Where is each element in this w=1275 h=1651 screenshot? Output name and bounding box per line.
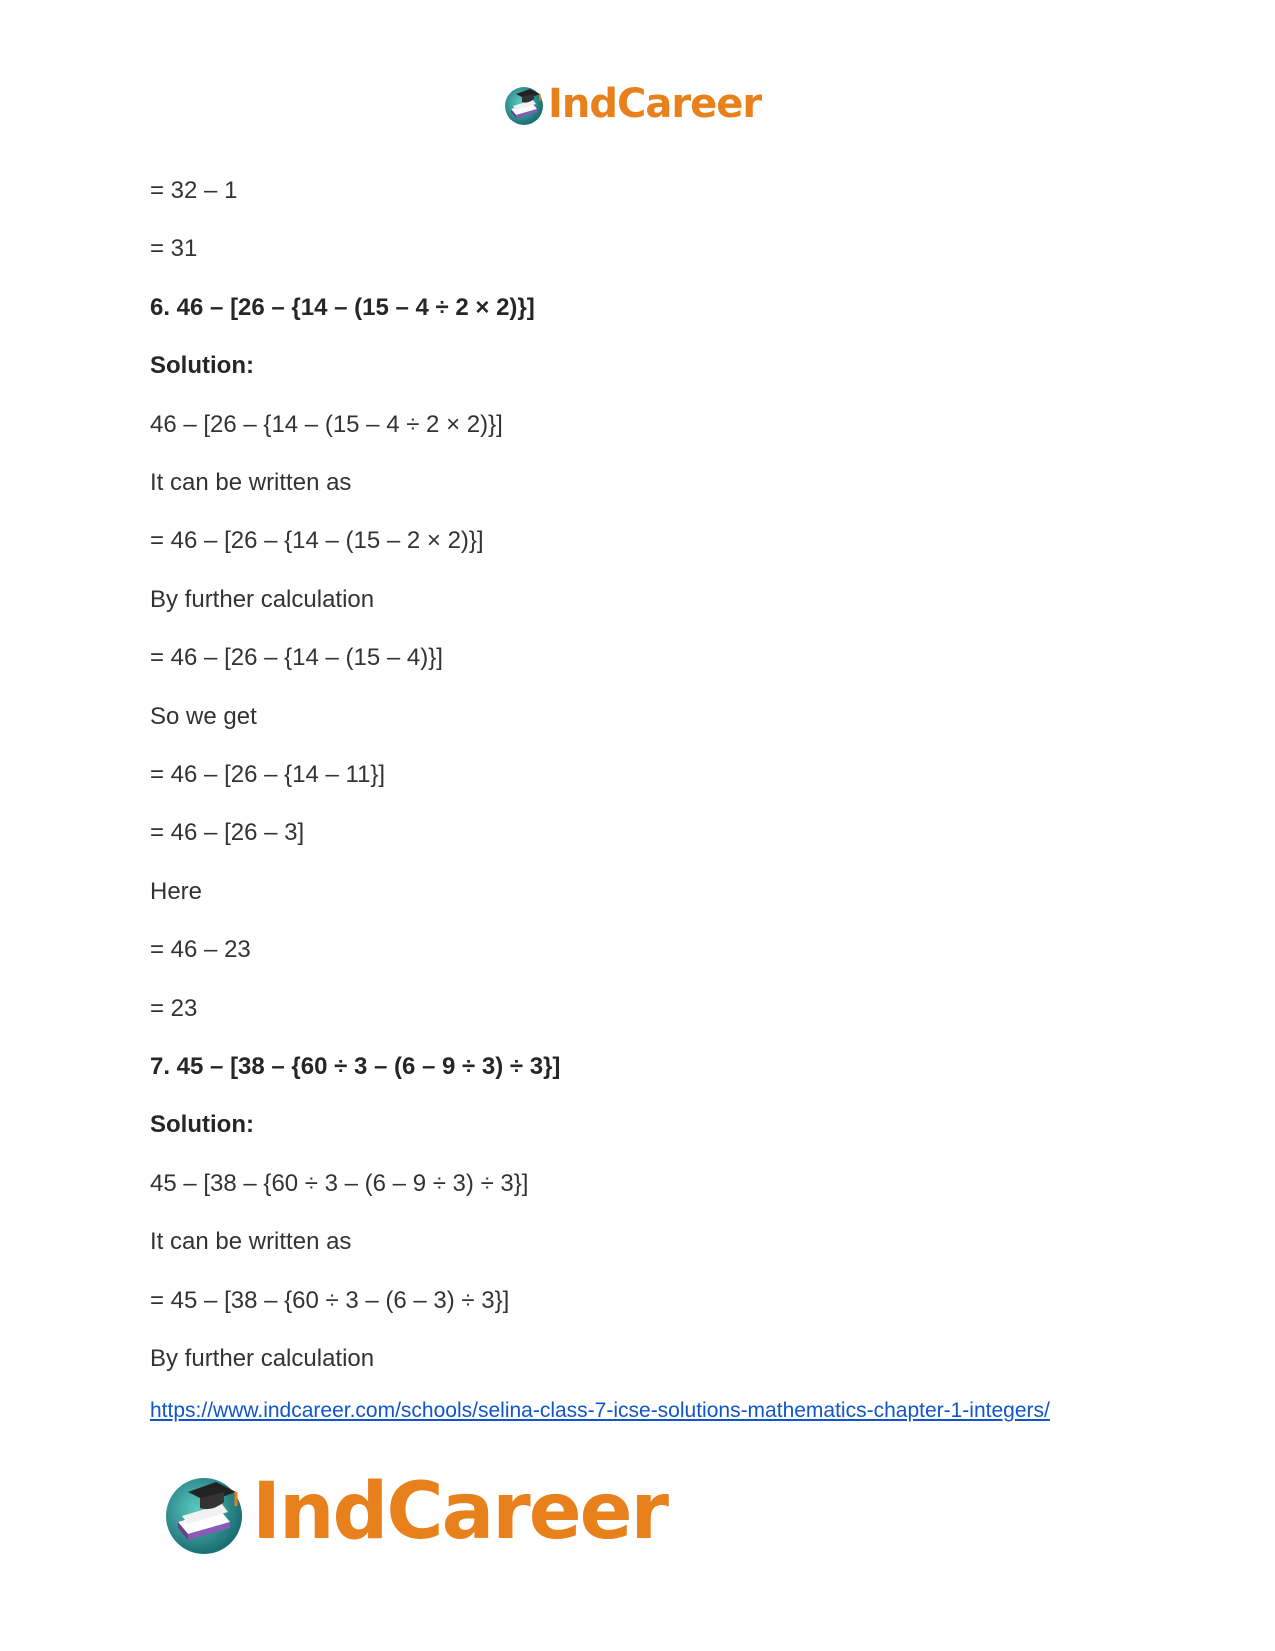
question-heading: Solution: [150, 1111, 254, 1138]
solution-line: = 46 – 23 [150, 936, 251, 963]
solution-line: It can be written as [150, 1228, 352, 1255]
solution-line: = 45 – [38 – {60 ÷ 3 – (6 – 3) ÷ 3}] [150, 1287, 510, 1314]
solution-line: By further calculation [150, 586, 375, 613]
solution-line: = 23 [150, 995, 198, 1022]
footer-logo-text: IndCareer [252, 1467, 667, 1557]
solution-line: = 46 – [26 – {14 – (15 – 4)}] [150, 644, 443, 671]
footer-logo [160, 1464, 720, 1560]
solution-line: = 46 – [26 – 3] [150, 819, 305, 846]
solution-line: So we get [150, 703, 257, 730]
solution-line: 46 – [26 – {14 – (15 – 4 ÷ 2 × 2)}] [150, 411, 503, 438]
solution-line: 45 – [38 – {60 ÷ 3 – (6 – 9 ÷ 3) ÷ 3}] [150, 1170, 529, 1197]
graduation-book-icon [502, 82, 546, 126]
question-heading: 6. 46 – [26 – {14 – (15 – 4 ÷ 2 × 2)}] [150, 294, 535, 321]
solution-line: = 46 – [26 – {14 – 11}] [150, 761, 386, 788]
question-heading: 7. 45 – [38 – {60 ÷ 3 – (6 – 9 ÷ 3) ÷ 3}] [150, 1053, 561, 1080]
solution-line: It can be written as [150, 469, 352, 496]
header-logo-text: IndCareer [548, 81, 762, 127]
source-url-link[interactable]: https://www.indcareer.com/schools/selina-class-7-icse-solutions-mathematics-chapter-1-integers/ [150, 1399, 1050, 1422]
solution-line: = 31 [150, 235, 198, 262]
question-heading: Solution: [150, 352, 254, 379]
header-logo [502, 78, 778, 130]
solution-line: By further calculation [150, 1345, 375, 1372]
solution-line: = 32 – 1 [150, 177, 238, 204]
solution-line: Here [150, 878, 203, 905]
graduation-book-icon [160, 1468, 248, 1556]
solution-line: = 46 – [26 – {14 – (15 – 2 × 2)}] [150, 527, 484, 554]
